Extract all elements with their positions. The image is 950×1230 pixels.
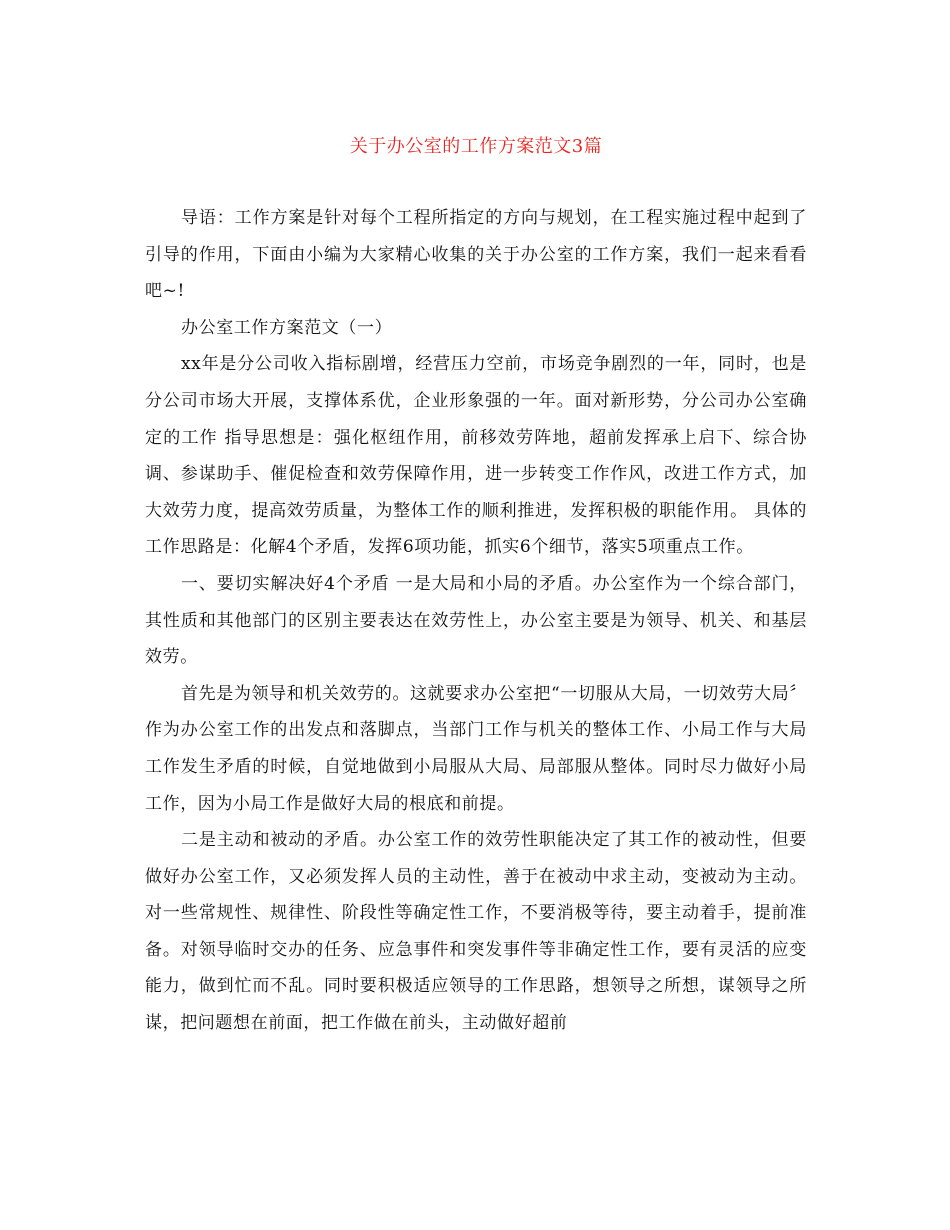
document-title: 关于办公室的工作方案范文3篇 [349, 136, 603, 157]
document-body [145, 200, 807, 1042]
body-paragraph: 首先是为领导和机关效劳的。这就要求办公室把“一切服从大局，一切效劳大局〞作为办公室工作的出发点和落脚点，当部门工作与机关的整体工作、小局工作与大局工作发生矛盾的时候，自觉地做到小局服从大局、局部服从整体。同时尽力做好小局工作，因为小局工作是做好大局的根底和前提。 [145, 683, 807, 814]
body-paragraph: 二是主动和被动的矛盾。办公室工作的效劳性职能决定了其工作的被动性，但要做好办公室工作，又必须发挥人员的主动性，善于在被动中求主动，变被动为主动。对一些常规性、规律性、阶段性等确定性工作，不要消极等待，要主动着手，提前准备。对领导临时交办的任务、应急事件和突发事件等非确定性工作，要有灵活的应变能力，做到忙而不乱。同时要积极适应领导的工作思路，想领导之所想，谋领导之所谋，把问题想在前面，把工作做在前头，主动做好超前 [145, 830, 807, 1034]
section-heading: 办公室工作方案范文（一） [181, 317, 393, 338]
body-paragraph: xx年是分公司收入指标剧增，经营压力空前，市场竞争剧烈的一年，同时，也是分公司市场大开展，支撑体系优，企业形象强的一年。面对新形势，分公司办公室确定的工作 指导思想是：强化枢纽作用，前移效劳阵地，超前发挥承上启下、综合协调、参谋助手、催促检查和效劳保障作用，进一步转变工作作风，改进工作方式，加大效劳力度，提高效劳质量，为整体工作的顺利推进，发挥积极的职能作用。 具体的工作思路是：化解4个矛盾，发挥6项功能，抓实6个细节，落实5项重点工作。 [145, 354, 807, 558]
intro-paragraph: 导语：工作方案是针对每个工程所指定的方向与规划，在工程实施过程中起到了引导的作用，下面由小编为大家精心收集的关于办公室的工作方案，我们一起来看看吧~! [145, 208, 807, 302]
body-paragraph: 一、要切实解决好4个矛盾 一是大局和小局的矛盾。办公室作为一个综合部门，其性质和其他部门的区别主要表达在效劳性上，办公室主要是为领导、机关、和基层效劳。 [145, 573, 807, 668]
